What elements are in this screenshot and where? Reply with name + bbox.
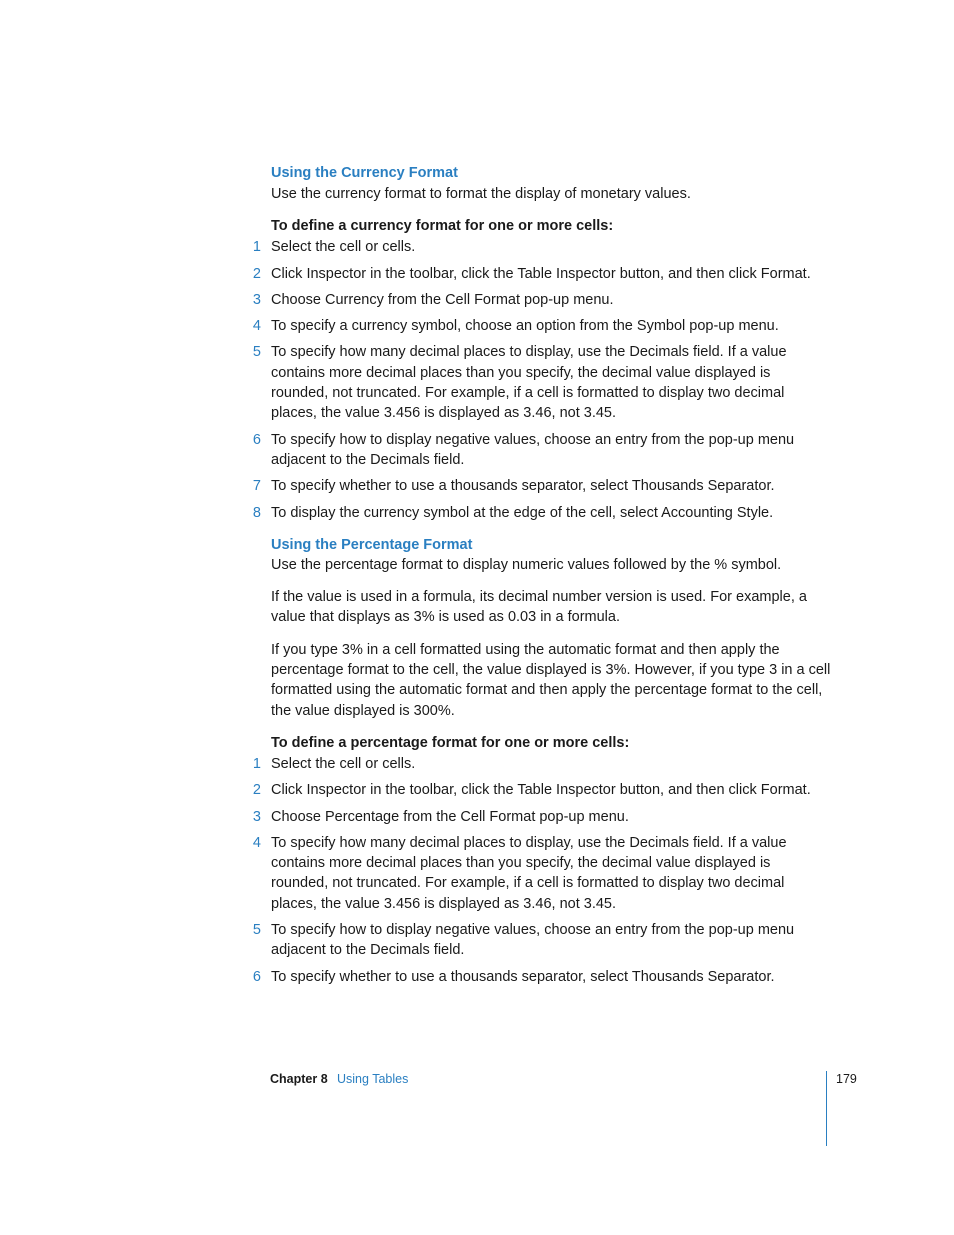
page-number: 179 [836,1072,857,1086]
list-item [252,780,831,800]
procedure-lead: To define a currency format for one or more cells: [271,218,614,235]
step-number: 4 [252,318,261,335]
step-text: To specify how to display negative values, choose an entry from the pop-up menu adjacent to the Decimals field. [271,922,795,959]
section-heading: Using the Percentage Format [271,536,473,553]
step-text: Choose Currency from the Cell Format pop-up menu. [271,291,614,308]
list-item [252,807,831,827]
step-number: 8 [252,504,261,521]
step-text: Choose Percentage from the Cell Format pop-up menu. [271,808,629,825]
section-currency-format [252,163,831,523]
list-item [252,833,831,914]
step-number: 3 [252,808,261,825]
step-number: 4 [252,834,261,851]
step-text: Click Inspector in the toolbar, click the Table Inspector button, and then click Format. [271,265,811,282]
list-item [252,264,831,284]
steps-list [252,237,831,523]
step-number: 5 [252,344,261,361]
step-text: To specify how many decimal places to display, use the Decimals field. If a value contains more decimal places than you specify, the decimal value displayed is rounded, not truncated. For example, if a cell is formatted to display two decimal places, the value 3.456 is displayed as 3.46, not 3.45. [271,834,787,912]
list-item [252,476,831,496]
footer-chapter-title: Using Tables [337,1072,409,1086]
step-text: To specify how many decimal places to display, use the Decimals field. If a value contains more decimal places than you specify, the decimal value displayed is rounded, not truncated. For example, if a cell is formatted to display two decimal places, the value 3.456 is displayed as 3.46, not 3.45. [271,344,787,422]
step-number: 1 [252,755,261,772]
section-heading: Using the Currency Format [271,165,458,181]
body-paragraph: If the value is used in a formula, its decimal number version is used. For example, a value that displays as 3% is used as 0.03 in a formula. [271,589,807,626]
step-text: To specify a currency symbol, choose an option from the Symbol pop-up menu. [271,318,779,335]
step-number: 2 [252,782,261,799]
step-text: To specify how to display negative values, choose an entry from the pop-up menu adjacent to the Decimals field. [271,431,795,468]
step-number: 6 [252,968,261,985]
step-number: 2 [252,265,261,282]
body-paragraph: Use the percentage format to display numeric values followed by the % symbol. [271,556,782,573]
list-item [252,920,831,961]
step-text: To specify whether to use a thousands separator, select Thousands Separator. [271,968,775,985]
step-number: 5 [252,922,261,939]
body-paragraph: Use the currency format to format the display of monetary values. [271,186,691,202]
step-text: Click Inspector in the toolbar, click the Table Inspector button, and then click Format. [271,782,811,799]
step-text: To specify whether to use a thousands separator, select Thousands Separator. [271,478,775,495]
step-text: Select the cell or cells. [271,755,416,772]
step-number: 1 [252,239,261,256]
step-number: 6 [252,431,261,448]
list-item [252,316,831,336]
section-percentage-format [252,535,831,987]
steps-list [252,754,831,987]
list-item [252,290,831,310]
step-text: Select the cell or cells. [271,239,416,256]
list-item [252,503,831,523]
list-item [252,237,831,257]
step-text: To display the currency symbol at the edge of the cell, select Accounting Style. [271,504,774,521]
procedure-lead: To define a percentage format for one or more cells: [271,734,630,751]
body-paragraph: If you type 3% in a cell formatted using the automatic format and then apply the percentage format to the cell, the value displayed is 3%. However, if you type 3 in a cell formatted using the automatic format and then apply the percentage format to the cell, the value displayed is 300%. [271,641,831,719]
step-number: 3 [252,291,261,308]
list-item [252,342,831,423]
list-item [252,967,831,987]
list-item [252,430,831,471]
list-item [252,754,831,774]
footer-divider [826,1071,827,1146]
footer-chapter: Chapter 8 [270,1072,328,1086]
step-number: 7 [252,478,261,495]
page-content [252,163,831,987]
